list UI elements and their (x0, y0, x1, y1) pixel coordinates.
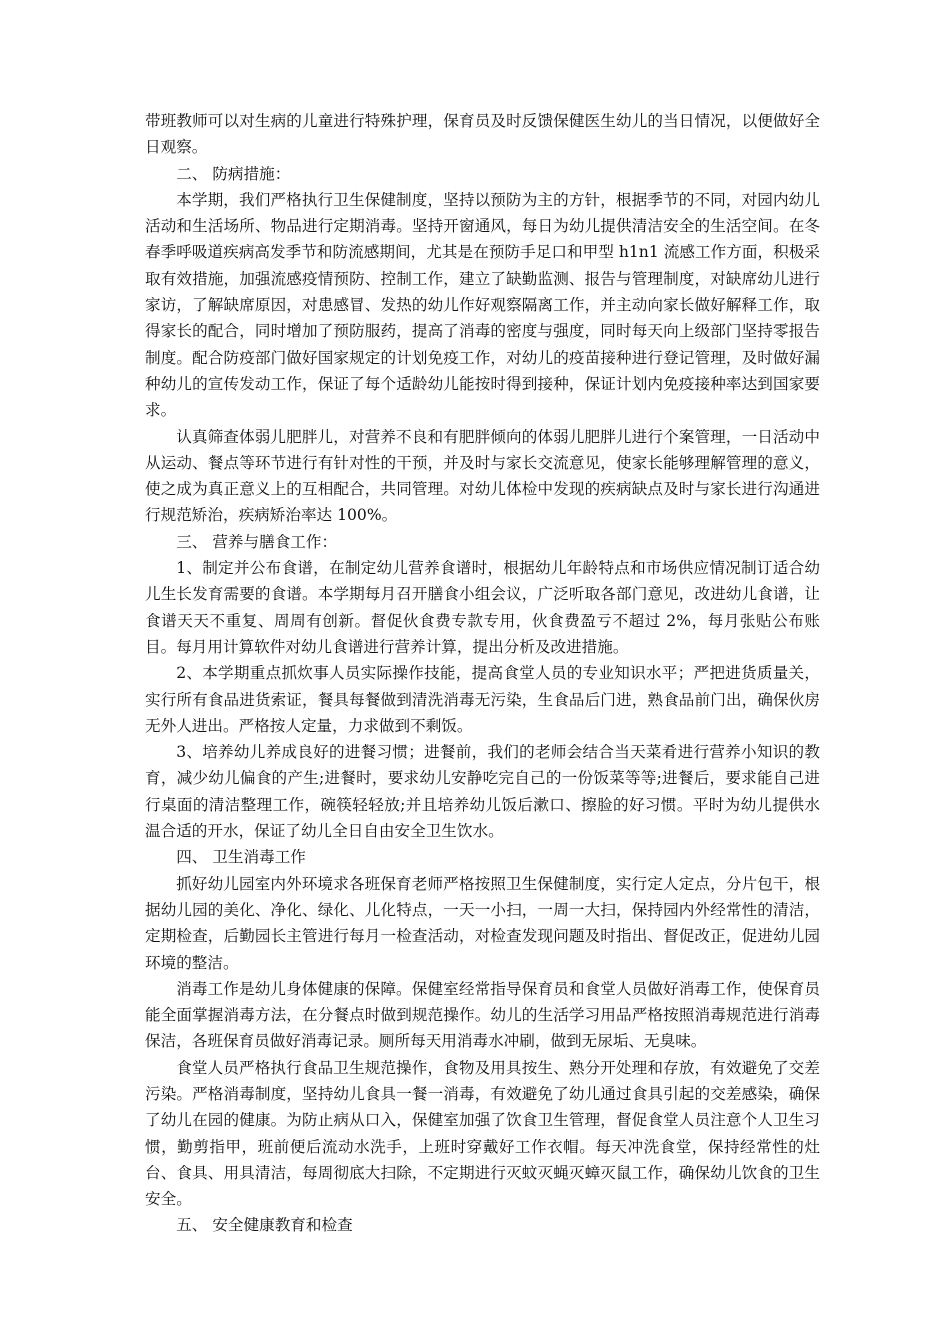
paragraph-continuation: 带班教师可以对生病的儿童进行特殊护理，保育员及时反馈保健医生幼儿的当日情况，以便做好全日观察。 (145, 112, 820, 157)
paragraph-eating-habits: 3、培养幼儿养成良好的进餐习惯；进餐前，我们的老师会结合当天菜肴进行营养小知识的教育，减少幼儿偏食的产生;进餐时，要求幼儿安静吃完自己的一份饭菜等等;进餐后，要求能自己进行桌面的清洁整理工作，碗筷轻轻放;并且培养幼儿饭后漱口、擦脸的好习惯。平时为幼儿提供水温合适的开水，保证了幼儿全日自由安全卫生饮水。 (145, 743, 820, 841)
paragraph-prevention-measures: 本学期，我们严格执行卫生保健制度，坚持以预防为主的方针，根据季节的不同，对园内幼儿活动和生活场所、物品进行定期消毒。坚持开窗通风，每日为幼儿提供清洁安全的生活空间。在冬春季呼吸道疾病高发季节和防流感期间，尤其是在预防手足口和甲型 h1n1 流感工作方面，积极采取有效措施，加强流感疫情预防、控制工作，建立了缺勤监测、报告与管理制度，对缺席幼儿进行家访，了解缺席原因，对患感冒、发热的幼儿作好观察隔离工作，并主动向家长做好解释工作，取得家长的配合，同时增加了预防服药，提高了消毒的密度与强度，同时每天向上级部门坚持零报告制度。配合防疫部门做好国家规定的计划免疫工作，对幼儿的疫苗接种进行登记管理，及时做好漏种幼儿的宣传发动工作，保证了每个适龄幼儿能按时得到接种，保证计划内免疫接种率达到国家要求。 (145, 190, 820, 420)
section-heading-nutrition: 三、 营养与膳食工作： (176, 532, 338, 551)
paragraph-menu: 1、制定并公布食谱，在制定幼儿营养食谱时，根据幼儿年龄特点和市场供应情况制订适合幼儿生长发育需要的食谱。本学期每月召开膳食小组会议，广泛听取各部门意见，改进幼儿食谱，让食谱天天不重复、周周有创新。督促伙食费专款专用，伙食费盈亏不超过 2%，每月张贴公布账目。每月用计算软件对幼儿食谱进行营养计算，提出分析及改进措施。 (145, 559, 820, 656)
document-page (145, 108, 820, 1239)
section-heading-hygiene: 四、 卫生消毒工作 (176, 848, 306, 867)
paragraph-weak-obese-children: 认真筛查体弱儿肥胖儿，对营养不良和有肥胖倾向的体弱儿肥胖儿进行个案管理，一日活动中从运动、餐点等环节进行有针对性的干预，并及时与家长交流意见，使家长能够理解管理的意义，使之成为真正意义上的互相配合，共同管理。对幼儿体检中发现的疾病缺点及时与家长进行沟通进行规范矫治，疾病矫治率达 100%。 (145, 427, 820, 525)
section-heading-safety: 五、 安全健康教育和检查 (176, 1216, 353, 1235)
paragraph-canteen: 食堂人员严格执行食品卫生规范操作，食物及用具按生、熟分开处理和存放，有效避免了交差污染。严格消毒制度，坚持幼儿食具一餐一消毒，有效避免了幼儿通过食具引起的交差感染，确保了幼儿在园的健康。为防止病从口入，保健室加强了饮食卫生管理，督促食堂人员注意个人卫生习惯，勤剪指甲，班前便后流动水洗手，上班时穿戴好工作衣帽。每天冲洗食堂，保持经常性的灶台、食具、用具清洁，每周彻底大扫除，不定期进行灭蚊灭蝇灭蟑灭鼠工作，确保幼儿饮食的卫生安全。 (145, 1058, 820, 1209)
section-heading-disease-prevention: 二、 防病措施： (176, 164, 291, 183)
paragraph-disinfection: 消毒工作是幼儿身体健康的保障。保健室经常指导保育员和食堂人员做好消毒工作，使保育员能全面掌握消毒方法，在分餐点时做到规范操作。幼儿的生活学习用品严格按照消毒规范进行消毒保洁，各班保育员做好消毒记录。厕所每天用消毒水冲刷，做到无尿垢、无臭味。 (145, 979, 820, 1051)
paragraph-kitchen-staff: 2、本学期重点抓炊事人员实际操作技能，提高食堂人员的专业知识水平；严把进货质量关，实行所有食品进货索证，餐具每餐做到清洗消毒无污染，生食品后门进，熟食品前门出，确保伙房无外人进出。严格按人定量，力求做到不剩饭。 (145, 664, 820, 735)
paragraph-environment: 抓好幼儿园室内外环境求各班保育老师严格按照卫生保健制度，实行定人定点，分片包干，根据幼儿园的美化、净化、绿化、儿化特点，一天一小扫，一周一大扫，保持园内外经常性的清洁，定期检查，后勤园长主管进行每月一检查活动，对检查发现问题及时指出、督促改正，促进幼儿园环境的整洁。 (145, 874, 820, 972)
